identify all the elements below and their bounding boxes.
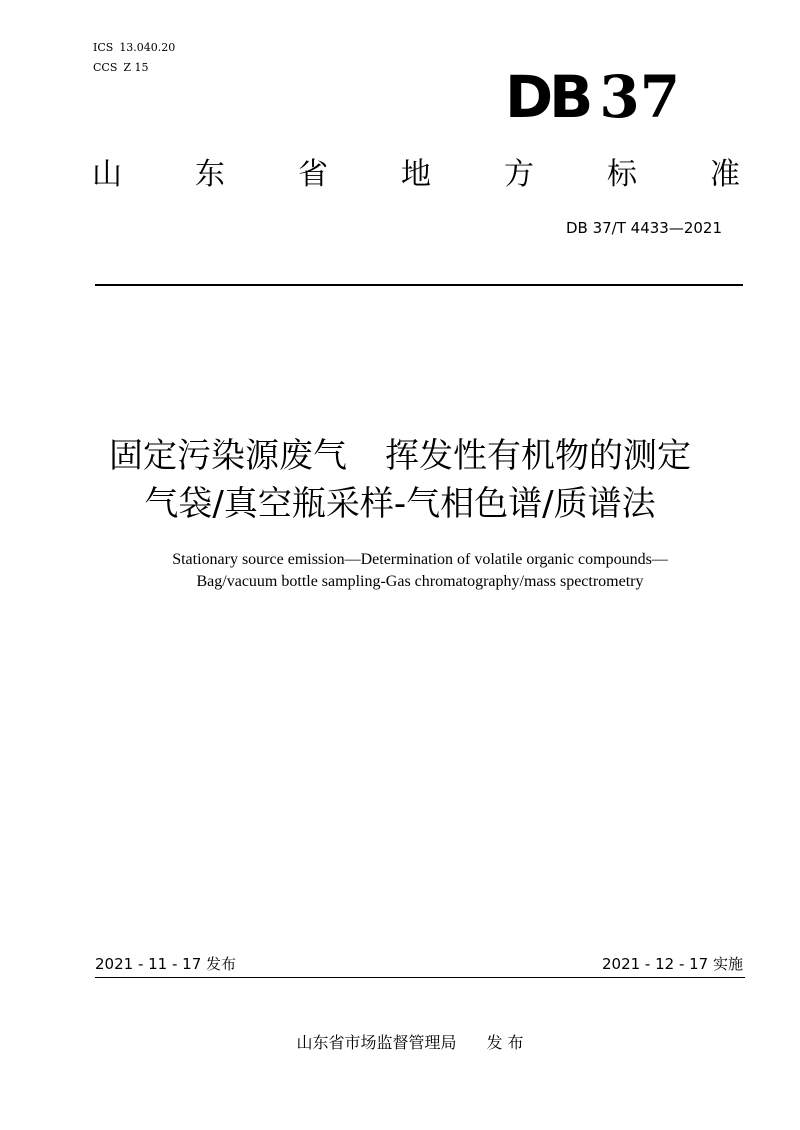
standard-type-char: 方 [504, 157, 534, 192]
logo-prefix: DB [505, 63, 590, 131]
ics-code: 13.040.20 [119, 41, 176, 54]
standard-number: DB 37/T 4433—2021 [565, 219, 722, 237]
issuer-action: 发 布 [486, 1033, 524, 1052]
ccs-code: Z 15 [123, 61, 149, 74]
implementation-date: 2021 - 12 - 17 实施 [601, 955, 743, 973]
classification-codes [93, 38, 181, 78]
issue-date: 2021 - 11 - 17 发布 [95, 955, 237, 973]
issuer-name: 山东省市场监督管理局 [296, 1033, 457, 1052]
english-title-line-2: Bag/vacuum bottle sampling-Gas chromatography/mass spectrometry [196, 573, 644, 590]
db37-logo [505, 63, 681, 131]
logo-number: 37 [599, 63, 681, 131]
ccs-label: CCS [93, 61, 118, 74]
footer-divider [95, 977, 745, 978]
ccs-row [93, 58, 181, 78]
chinese-title-part-2: 挥发性有机物的测定 [385, 436, 691, 476]
ics-label: ICS [93, 41, 114, 54]
standard-type-heading [92, 155, 740, 195]
chinese-title [0, 432, 800, 528]
ics-row [93, 38, 181, 58]
chinese-title-line-1 [0, 432, 800, 480]
issuer-line [0, 1032, 800, 1054]
english-title-line-1: Stationary source emission—Determination of volatile organic compounds— [172, 551, 668, 568]
standard-type-char: 地 [401, 157, 431, 192]
standard-type-char: 省 [298, 157, 328, 192]
english-title [0, 549, 800, 593]
header-divider [95, 284, 743, 286]
standard-type-char: 山 [92, 157, 122, 192]
standard-type-char: 东 [195, 157, 225, 192]
standard-type-char: 准 [710, 157, 740, 192]
standard-type-char: 标 [607, 157, 637, 192]
chinese-title-part-1: 固定污染源废气 [109, 436, 347, 476]
chinese-title-line-2: 气袋/真空瓶采样-气相色谱/质谱法 [144, 484, 656, 524]
